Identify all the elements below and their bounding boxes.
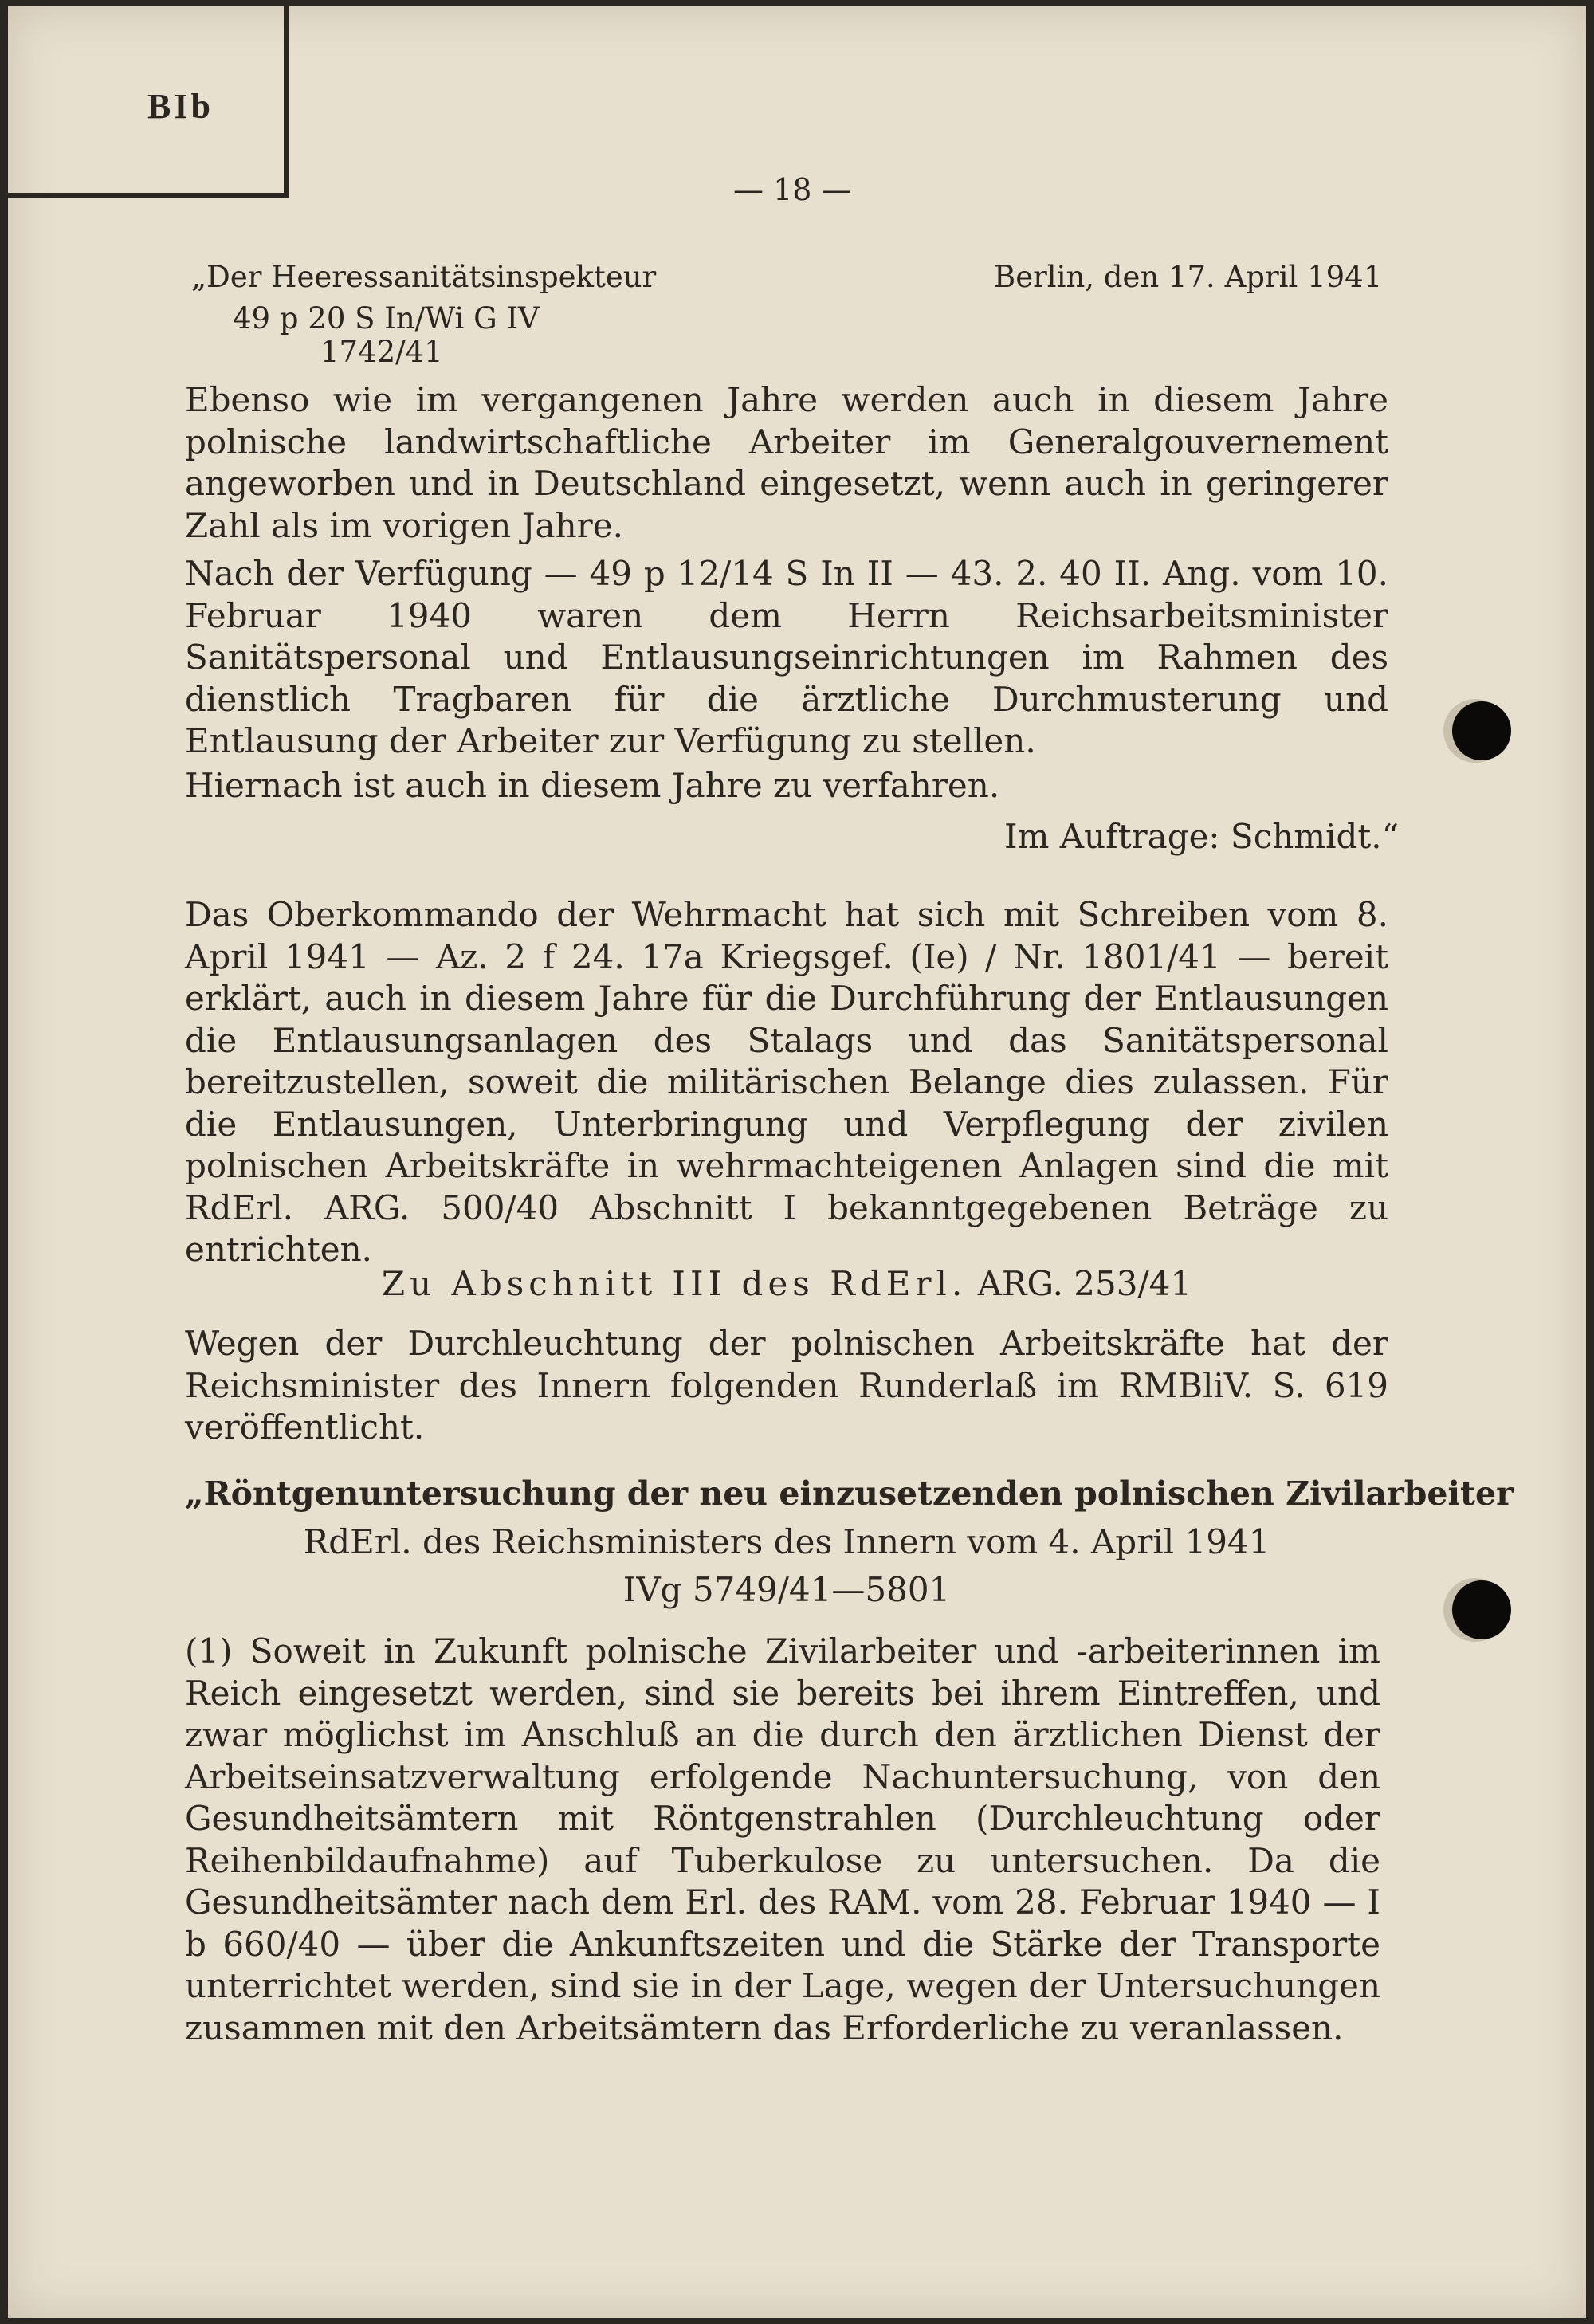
letter-reference-line-2: 1742/41 — [320, 335, 443, 369]
section-tab-label: BIb — [147, 87, 214, 126]
section-tab — [8, 6, 289, 198]
letter-reference-line-1: 49 p 20 S In/Wi G IV — [233, 301, 540, 336]
document-page — [8, 6, 1586, 2318]
punch-hole-top — [1452, 701, 1511, 760]
decree-paragraph-1: (1) Soweit in Zukunft polnische Zivilarbeiter und -arbeiterinnen im Reich eingesetzt werden, sind sie bereits bei ihrem Eintreffen, und zwar möglichst im Anschluß an die durch den ärztlichen Dienst der Arbeitseinsatzverwaltung erfolgende Nachuntersuchung, von den Gesundheitsämtern mit Röntgenstrahlen (Durchleuchtung oder Reihenbildaufnahme) auf Tuberkulose zu untersuchen. Da die Gesundheitsämter nach dem Erl. des RAM. vom 28. Februar 1940 — I b 660/40 — über die Ankunftszeiten und die Stärke der Transporte unterrichtet werden, sind sie in der Lage, wegen der Untersuchungen zusammen mit den Arbeitsämtern das Erforderliche zu veranlassen. — [185, 1631, 1380, 2047]
letter-paragraph-2: Nach der Verfügung — 49 p 12/14 S In II — 43. 2. 40 II. Ang. vom 10. Februar 1940 waren dem Herrn Reichsarbeitsminister Sanitätspersonal und Entlausungseinrichtungen im Rahmen des dienstlich Tragbaren für die ärztliche Durchmusterung und Entlausung der Arbeiter zur Verfügung zu stellen. — [185, 554, 1388, 760]
letter-signature: Im Auftrage: Schmidt.“ — [1004, 817, 1400, 856]
letter-place-date: Berlin, den 17. April 1941 — [994, 260, 1383, 294]
decree-reference: IVg 5749/41—5801 — [622, 1570, 951, 1609]
section-heading-reference: ARG. 253/41 — [977, 1264, 1192, 1303]
letter-sender: „Der Heeressanitätsinspekteur — [191, 260, 657, 294]
decree-title: „Röntgenuntersuchung der neu einzusetzenden polnischen Zivilarbeiter — [185, 1474, 1514, 1513]
letter-paragraph-1: Ebenso wie im vergangenen Jahre werden auch in diesem Jahre polnische landwirtschaftliche Arbeiter im Generalgouvernement angeworben und in Deutschland eingesetzt, wenn auch in geringerer Zahl als im vorigen Jahre. — [185, 380, 1388, 545]
section-paragraph: Wegen der Durchleuchtung der polnischen Arbeitskräfte hat der Reichsminister des Innern folgenden Runderlaß im RMBliV. S. 619 veröffentlicht. — [185, 1324, 1388, 1447]
letter-paragraph-3: Hiernach ist auch in diesem Jahre zu verfahren. — [185, 766, 1000, 805]
okw-paragraph: Das Oberkommando der Wehrmacht hat sich mit Schreiben vom 8. April 1941 — Az. 2 f 24. 17a Kriegsgef. (Ie) / Nr. 1801/41 — bereit erklärt, auch in diesem Jahre für die Durchführung der Entlausungen die Entlausungsanlagen des Stalags und das Sanitätspersonal bereitzustellen, soweit die militärischen Belange dies zulassen. Für die Entlausungen, Unterbringung und Verpflegung der zivilen polnischen Arbeitskräfte in wehrmachteigenen Anlagen sind die mit RdErl. ARG. 500/40 Abschnitt I bekanntgegebenen Beträge zu entrichten. — [185, 895, 1388, 1269]
punch-hole-bottom — [1452, 1580, 1511, 1639]
section-heading — [185, 1264, 1388, 1303]
section-heading-spaced: Zu Abschnitt III des RdErl. — [381, 1264, 968, 1303]
decree-subtitle: RdErl. des Reichsministers des Innern vom 4. April 1941 — [303, 1522, 1270, 1561]
page-number: — 18 — — [733, 172, 852, 207]
